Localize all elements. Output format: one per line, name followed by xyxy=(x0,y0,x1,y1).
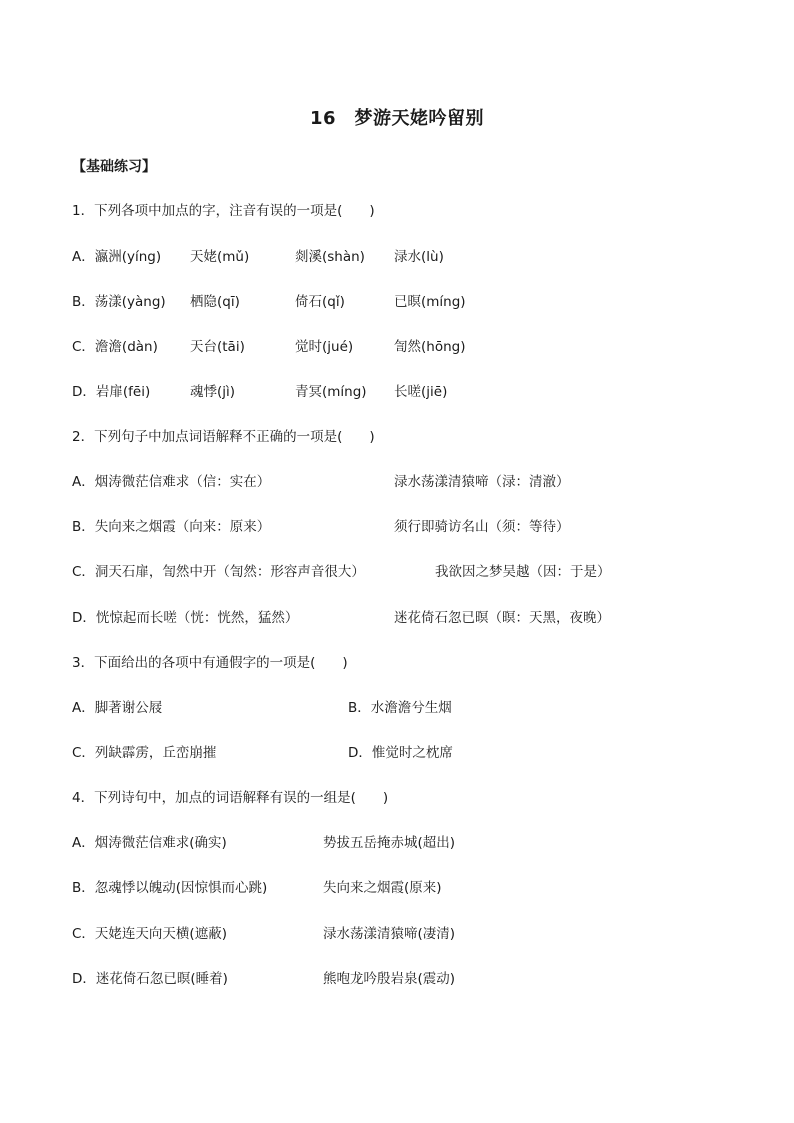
q4-option-d-right: 熊咆龙吟殷岩泉(震动) xyxy=(323,971,456,987)
q2-option-b-right: 须行即骑访名山（须：等待） xyxy=(394,519,570,535)
q1-option-c-item-2: 天台(tāi) xyxy=(190,339,245,355)
q1-option-d-item-3: 青冥(míng) xyxy=(295,384,367,400)
page-title: 16 梦游天姥吟留别 xyxy=(309,108,485,129)
q4-option-b-right: 失向来之烟霞(原来) xyxy=(323,880,442,896)
q1-option-b-item-4: 已暝(míng) xyxy=(394,294,466,310)
q1-option-a-item-2: 天姥(mǔ) xyxy=(190,249,250,265)
q1-option-c-item-4: 訇然(hōng) xyxy=(394,339,466,355)
q1-option-b-item-2: 栖隐(qī) xyxy=(190,294,240,310)
question-1-stem: 1．下列各项中加点的字，注音有误的一项是( ) xyxy=(72,203,375,219)
q1-option-a-item-4: 渌水(lù) xyxy=(394,249,444,265)
q2-option-d-right: 迷花倚石忽已暝（暝：天黑，夜晚） xyxy=(394,610,610,626)
q1-option-a-item-3: 剡溪(shàn) xyxy=(295,249,365,265)
q3-option-c: C．列缺霹雳，丘峦崩摧 xyxy=(72,745,217,761)
q1-option-d-item-4: 长嗟(jiē) xyxy=(394,384,448,400)
q4-option-c-left: C．天姥连天向天横(遮蔽) xyxy=(72,926,227,942)
q4-option-b-left: B．忽魂悸以魄动(因惊惧而心跳) xyxy=(72,880,268,896)
q4-option-a-left: A．烟涛微茫信难求(确实) xyxy=(72,835,227,851)
q1-option-c-item-1: C．澹澹(dàn) xyxy=(72,339,158,355)
q1-option-b-item-1: B．荡漾(yàng) xyxy=(72,294,166,310)
question-3-stem: 3．下面给出的各项中有通假字的一项是( ) xyxy=(72,655,348,671)
q3-option-a: A．脚著谢公屐 xyxy=(72,700,163,716)
section-heading: 【基础练习】 xyxy=(72,159,156,175)
q4-option-c-right: 渌水荡漾清猿啼(凄清) xyxy=(323,926,456,942)
q4-option-a-right: 势拔五岳掩赤城(超出) xyxy=(323,835,456,851)
q4-option-d-left: D．迷花倚石忽已暝(睡着) xyxy=(72,971,228,987)
q2-option-c-left: C．洞天石扉，訇然中开（訇然：形容声音很大） xyxy=(72,564,365,580)
q1-option-a-item-1: A．瀛洲(yíng) xyxy=(72,249,162,265)
q1-option-b-item-3: 倚石(qǐ) xyxy=(295,294,345,310)
q2-option-a-right: 渌水荡漾清猿啼（渌：清澈） xyxy=(394,474,570,490)
q1-option-d-item-2: 魂悸(jì) xyxy=(190,384,236,400)
question-4-stem: 4．下列诗句中，加点的词语解释有误的一组是( ) xyxy=(72,790,389,806)
q3-option-d: D．惟觉时之枕席 xyxy=(348,745,453,761)
q2-option-a-left: A．烟涛微茫信难求（信：实在） xyxy=(72,474,271,490)
q2-option-c-right: 我欲因之梦吴越（因：于是） xyxy=(435,564,611,580)
q2-option-b-left: B．失向来之烟霞（向来：原来） xyxy=(72,519,271,535)
question-2-stem: 2．下列句子中加点词语解释不正确的一项是( ) xyxy=(72,429,375,445)
q1-option-d-item-1: D．岩扉(fēi) xyxy=(72,384,151,400)
q2-option-d-left: D．恍惊起而长嗟（恍：恍然，猛然） xyxy=(72,610,299,626)
q1-option-c-item-3: 觉时(jué) xyxy=(295,339,354,355)
q3-option-b: B．水澹澹兮生烟 xyxy=(348,700,452,716)
